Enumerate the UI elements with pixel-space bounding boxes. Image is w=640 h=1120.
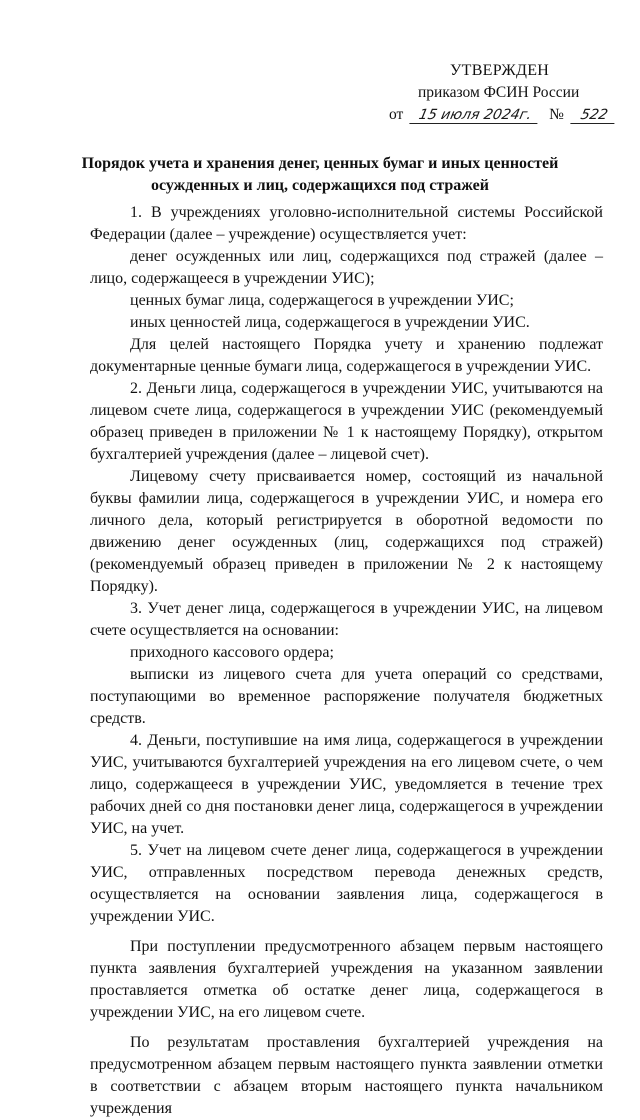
paragraph: приходного кассового ордера; [130,644,334,661]
paragraph: По результатам проставления бухгалтерией учреждения на предусмотренном абзацем первым настоящего пункта заявлении отметки в соответствии с абзацем вторым настоящего пункта начальником учреждения [90,1034,603,1117]
number-label: № [549,106,564,123]
paragraph: Для целей настоящего Порядка учету и хранению подлежат документарные ценные бумаги лица, содержащегося в учреждении УИС. [90,336,603,375]
handwritten-date: 15 июля 2024г. [410,108,541,124]
title-line-1: Порядок учета и хранения денег, ценных бумаг и иных ценностей [81,155,559,172]
date-prefix: от [389,106,404,123]
approval-stamp [0,0,640,150]
paragraph: ценных бумаг лица, содержащегося в учреждении УИС; [130,292,514,309]
handwritten-number: 522 [570,108,617,124]
document-body [90,202,603,1120]
paragraph: 3. Учет денег лица, содержащегося в учреждении УИС, на лицевом счете осуществляется на основании: [90,600,603,639]
paragraph: 5. Учет на лицевом счете денег лица, содержащегося в учреждении УИС, отправленных посредством перевода денежных средств, осуществляется на основании заявления лица, содержащегося в учреждении УИС. [90,842,603,925]
paragraph: 2. Деньги лица, содержащегося в учреждении УИС, учитываются на лицевом счете лица, содержащегося в учреждении УИС (рекомендуемый образец приведен в приложении № 1 к настоящему Порядку), открытом бухгалтерией учреждения (далее – лицевой счет). [90,380,603,463]
paragraph: При поступлении предусмотренного абзацем первым настоящего пункта заявления бухгалтерией учреждения на указанном заявлении проставляется отметка об остатке денег лица, содержащегося в учреждении УИС, на его лицевом счете. [90,938,603,1021]
paragraph: выписки из лицевого счета для учета операций со средствами, поступающими во временное распоряжение получателя бюджетных средств. [90,666,603,727]
title-line-2: осужденных и лиц, содержащихся под стражей [150,177,489,194]
paragraph: 4. Деньги, поступившие на имя лица, содержащегося в учреждении УИС, учитываются бухгалтерией учреждения на его лицевом счете, о чем лицо, содержащееся в учреждении УИС, уведомляется в течение трех рабочих дней со дня постановки денег лица, содержащегося в учреждении УИС, на учет. [90,732,603,837]
paragraph: 1. В учреждениях уголовно-исполнительной системы Российской Федерации (далее – учреждение) осуществляется учет: [90,204,603,243]
paragraph: денег осужденных или лиц, содержащихся под стражей (далее – лицо, содержащееся в учреждении УИС); [90,248,603,287]
document-title [60,153,580,197]
paragraph: иных ценностей лица, содержащегося в учреждении УИС. [130,314,530,331]
approved-heading: УТВЕРЖДЕН [450,62,550,79]
paragraph: Лицевому счету присваивается номер, состоящий из начальной буквы фамилии лица, содержащегося в учреждении УИС, и номера его личного дела, который регистрируется в оборотной ведомости по движению денег осужденных (лиц, содержащихся под стражей) (рекомендуемый образец приведен в приложении № 2 к настоящему Порядку). [90,468,603,595]
approval-date-line [389,106,616,124]
approval-order: приказом ФСИН России [418,84,580,101]
